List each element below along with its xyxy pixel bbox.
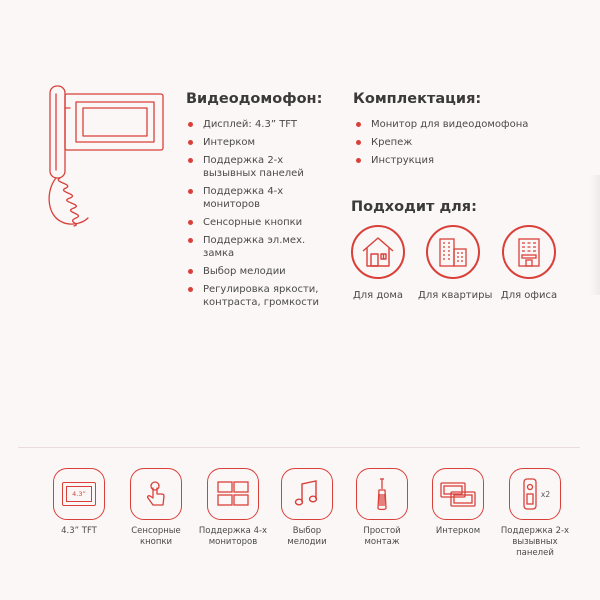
suits-title: Подходит для: xyxy=(351,199,477,215)
specs-list xyxy=(187,118,337,314)
feature-mounting xyxy=(347,468,417,548)
feature-call-panel xyxy=(500,468,570,559)
feature-melody xyxy=(272,468,342,548)
feature-melody-label: Выбор мелодии xyxy=(287,526,327,547)
suit-apartment-label: Для квартиры xyxy=(418,290,493,301)
package-list xyxy=(355,118,545,172)
apartment-building-icon xyxy=(436,235,470,269)
feature-touch-tile xyxy=(130,468,182,520)
list-item: Интерком xyxy=(187,136,337,149)
feature-monitors xyxy=(198,468,268,548)
list-item: Дисплей: 4.3” TFT xyxy=(187,118,337,131)
suit-apartment xyxy=(418,225,493,301)
music-note-icon xyxy=(293,479,321,509)
section-divider xyxy=(18,447,580,448)
feature-touch-label: Сенсорные кнопки xyxy=(131,526,181,547)
package-title: Комплектация: xyxy=(353,91,482,107)
suit-home-label: Для дома xyxy=(352,290,404,301)
intercom-illustration xyxy=(30,80,170,230)
feature-mounting-tile xyxy=(356,468,408,520)
specs-title: Видеодомофон: xyxy=(186,91,323,107)
office-building-icon xyxy=(513,235,545,269)
feature-monitors-tile xyxy=(207,468,259,520)
suit-apartment-circle xyxy=(426,225,480,279)
suit-office-label: Для офиса xyxy=(500,290,558,301)
feature-display-tile xyxy=(53,468,105,520)
feature-melody-tile xyxy=(281,468,333,520)
suit-office-circle xyxy=(502,225,556,279)
feature-intercom-tile xyxy=(432,468,484,520)
display-icon xyxy=(62,482,96,506)
monitors-icon xyxy=(216,480,250,508)
list-item: Поддержка 2-х вызывных панелей xyxy=(187,154,337,180)
list-item: Регулировка яркости, контраста, громкости xyxy=(187,283,337,309)
feature-mounting-label: Простой монтаж xyxy=(363,526,401,547)
feature-monitors-label: Поддержка 4-х мониторов xyxy=(198,526,268,547)
list-item: Поддержка 4-х мониторов xyxy=(187,185,337,211)
call-panel-badge: x2 xyxy=(540,489,551,499)
suit-office xyxy=(494,225,564,301)
screwdriver-icon xyxy=(369,477,395,511)
edge-shadow xyxy=(590,175,600,295)
intercom-icon xyxy=(439,479,477,509)
feature-intercom xyxy=(423,468,493,537)
call-panel-icon xyxy=(520,477,540,511)
list-item: Монитор для видеодомофона xyxy=(355,118,545,131)
feature-touch xyxy=(121,468,191,548)
display-text: 4.3” xyxy=(66,486,92,502)
suit-home xyxy=(343,225,413,301)
list-item: Поддержка эл.мех. замка xyxy=(187,234,337,260)
feature-call-panel-tile xyxy=(509,468,561,520)
list-item: Выбор мелодии xyxy=(187,265,337,278)
suit-home-circle xyxy=(351,225,405,279)
touch-icon xyxy=(142,479,170,509)
feature-display-label: 4.3” TFT xyxy=(61,526,97,536)
list-item: Сенсорные кнопки xyxy=(187,216,337,229)
feature-call-panel-label: Поддержка 2-х вызывных панелей xyxy=(500,526,570,558)
feature-intercom-label: Интерком xyxy=(435,526,481,536)
house-icon xyxy=(360,235,396,269)
list-item: Крепеж xyxy=(355,136,545,149)
list-item: Инструкция xyxy=(355,154,545,167)
feature-display xyxy=(44,468,114,537)
